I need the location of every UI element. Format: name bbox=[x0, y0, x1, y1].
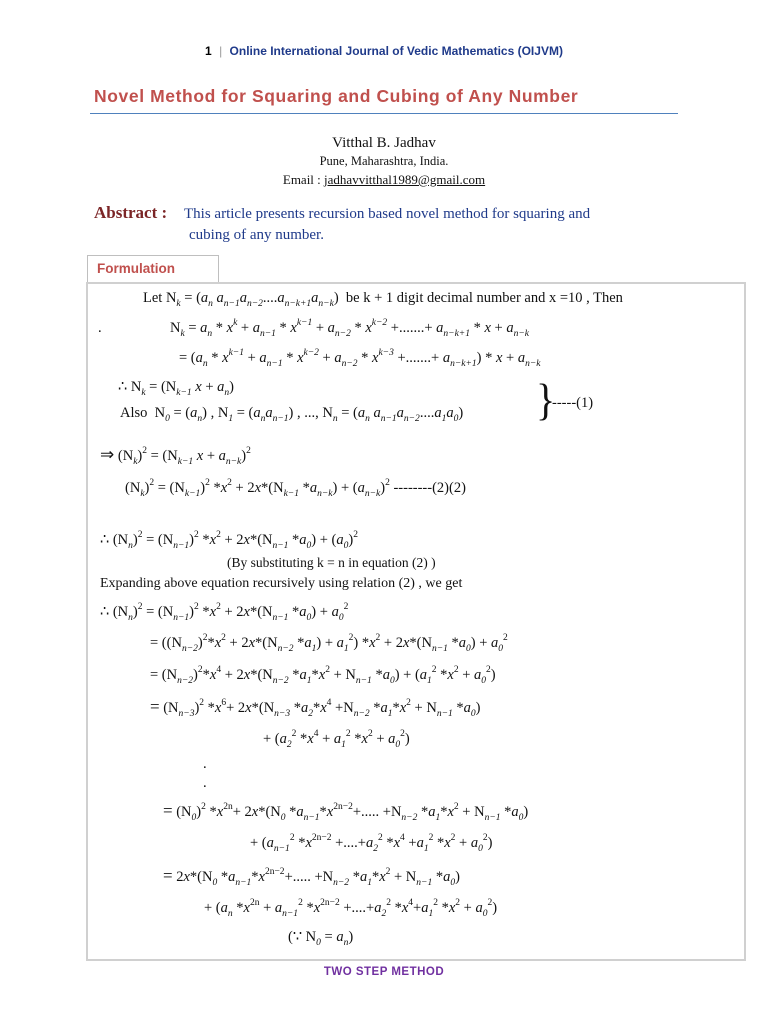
eq-ref-2: --------(2) bbox=[393, 480, 449, 496]
substituting-note: (By substituting k = n in equation (2) ) bbox=[227, 555, 436, 570]
eq-expand-5b: + ($a_{n-1}^2$ $*x^{2n-2} +....+a_2^2$ $*x^4 +a_1^2$ $*x^2 + a_0^2$) bbox=[250, 833, 493, 854]
abstract-line-1: This article presents recursion based novel method for squaring and bbox=[184, 206, 591, 222]
ellipsis-dot-1: . bbox=[203, 756, 207, 772]
eq-expand-2: = ($(N_{n-2})^2*x^2 + 2x*(N_{n-2}$ $*a_1) + a_1^2$) $*x^2 + 2x*(N_{n-1}$ $*a_0) + a_0^2$ bbox=[150, 633, 508, 654]
abstract-label: Abstract : bbox=[94, 203, 168, 222]
eq-expand-3: = $(N_{n-2})^2*x^4 + 2x*(N_{n-2}$ $*a_1*x^2 + N_{n-1}$ $*a_0) + (a_1^2$ $*x^2 + a_0^2$) bbox=[150, 665, 496, 686]
footer-label: TWO STEP METHOD bbox=[323, 966, 445, 978]
email-link[interactable]: jadhavvitthal1989@gmail.com bbox=[324, 172, 486, 187]
eq-square-def: ⇒ $(N_k)^2 = (N_{k-1}$ $x + a_{n-k})^2$ bbox=[100, 445, 251, 467]
abstract-line-2: cubing of any number. bbox=[189, 227, 324, 243]
section-label: Formulation bbox=[97, 261, 175, 276]
author-name: Vitthal B. Jadhav bbox=[332, 135, 436, 151]
eq-expand-4b: + ($a_2^2$ $*x^4 + a_1^2$ $*x^2 + a_0^2$) bbox=[263, 729, 410, 750]
paper-title: Novel Method for Squaring and Cubing of Any Number bbox=[94, 86, 579, 106]
ellipsis-dot-2: . bbox=[203, 775, 207, 791]
dot-mark: . bbox=[98, 320, 102, 336]
expanding-note: Expanding above equation recursively using relation (2) , we get bbox=[100, 576, 463, 591]
let-line: Let $N_k = (a_n$ $a_{n-1}a_{n-2}....a_{n-k+1}a_{n-k}$) be k + 1 digit decimal number and x =10 , Then bbox=[143, 290, 623, 309]
eq-2: $(N_k)^2 = (N_{k-1})^2$ $*x^2 + 2x*(N_{k-1}$ $*a_{n-k}) + (a_{n-k})^2$ --------(2)(2) bbox=[125, 478, 466, 499]
let-line-text: be k + 1 digit decimal number and x =10 , Then bbox=[345, 290, 623, 306]
author-affiliation: Pune, Maharashtra, India. bbox=[319, 154, 449, 168]
author-email-line bbox=[0, 172, 768, 188]
eq-expand-1: ∴ $(N_n)^2 = (N_{n-1})^2$ $*x^2 + 2x*(N_{n-1}$ $*a_0) + a_0^2$ bbox=[100, 602, 349, 623]
eq-final-2: + ($a_n$ $*x^{2n} + a_{n-1}^2$ $*x^{2n-2} +....+a_2^2$ $*x^4+a_1^2$ $*x^2 + a_0^2$) bbox=[204, 898, 498, 919]
eq-also: Also $N_0 = (a_n)$ , $N_1 = (a_na_{n-1})$ , ..., $N_n = (a_n$ $a_{n-1}a_{n-2}....a_1a_0$) bbox=[120, 405, 464, 424]
journal-name: Online International Journal of Vedic Mathematics (OIJVM) bbox=[229, 44, 563, 58]
eq-expand-5: = $(N_0)^2$ $*x^{2n}+ 2x*(N_0$ $*a_{n-1}*x^{2n-2}+$..... $+N_{n-2}$ $*a_1*x^2 + N_{n-1}$ $*a_0$) bbox=[163, 801, 529, 823]
right-brace: } bbox=[536, 374, 556, 425]
eq-expand-4: = $(N_{n-3})^2$ $*x^6+ 2x*(N_{n-3}$ $*a_2*x^4 +N_{n-2}$ $*a_1*x^2 + N_{n-1}$ $*a_0$) bbox=[150, 697, 481, 719]
eq-recursion: ∴ $N_k = (N_{k-1}$ $x + a_n$) bbox=[118, 379, 235, 398]
eq-nk-factored: = ($a_n * x^{k-1} + a_{n-1} * x^{k-2} + a_{n-2} * x^{k-3}$ +.......+ $a_{n-k+1}) * x + a_{n-k}$ bbox=[179, 348, 541, 369]
eq-final-1: = $2x*(N_0$ $*a_{n-1}*x^{2n-2}+$..... $+N_{n-2}$ $*a_1*x^2 + N_{n-1}$ $*a_0$) bbox=[163, 866, 460, 888]
eq-n-square: ∴ $(N_n)^2 = (N_{n-1})^2$ $*x^2 + 2x*(N_{n-1}$ $*a_0) + (a_0)^2$ bbox=[100, 530, 358, 551]
header-separator: | bbox=[219, 44, 223, 58]
eq-nk-expansion: $N_k = a_n * x^k + a_{n-1} * x^{k-1} + a_{n-2} * x^{k-2}$ +.......+ $a_{n-k+1} * x + a_{n-k}$ bbox=[170, 318, 529, 339]
abstract-text bbox=[184, 204, 654, 246]
eq-since: (∵ $N_0 = a_n$) bbox=[288, 929, 354, 948]
email-label: Email : bbox=[282, 172, 325, 187]
title-rule bbox=[90, 113, 678, 114]
eq-ref-1: -----(1) bbox=[552, 395, 594, 411]
page-number: 1 bbox=[205, 44, 212, 58]
section-tab bbox=[87, 255, 219, 284]
page-header bbox=[0, 44, 768, 58]
